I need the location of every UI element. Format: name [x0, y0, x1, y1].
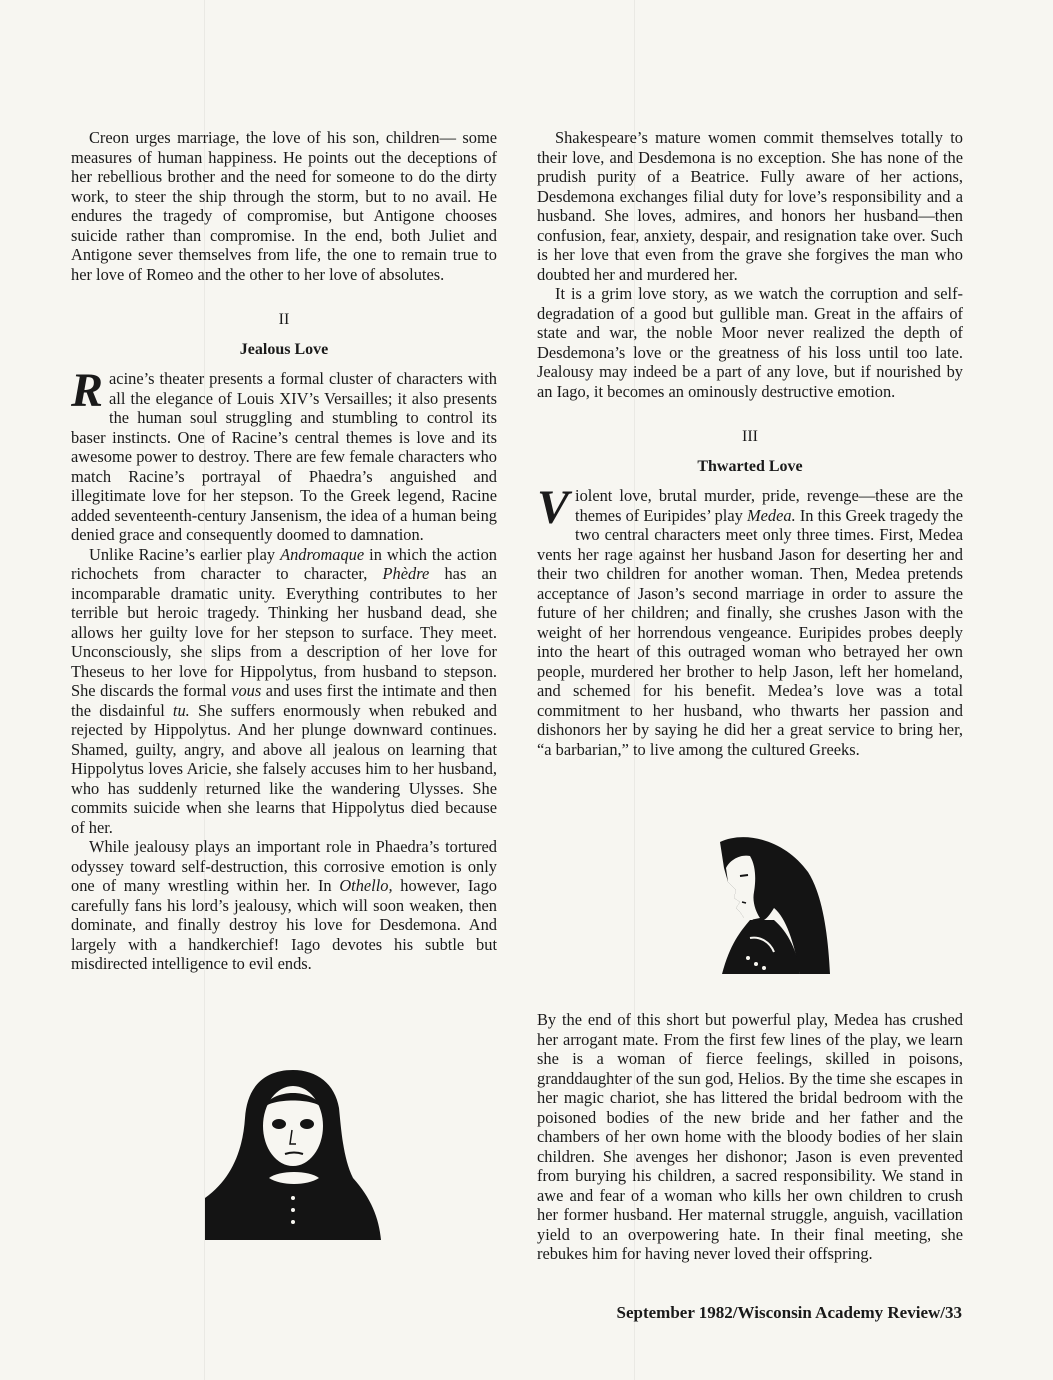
- right-column-lower: [537, 1010, 963, 1264]
- page-footer: September 1982/Wisconsin Academy Review/33: [616, 1303, 962, 1322]
- text-run: and uses first the intimate and then the disdainful: [71, 681, 497, 720]
- text-run: in which the action richochets from character to character,: [71, 544, 497, 583]
- italic-title: Medea.: [746, 505, 796, 525]
- paragraph: Shakespeare’s mature women commit themselves totally to their love, and Desdemona is no exception. She has none of the prudish purity of a Beatrice. Fully aware of her actions, Desdemona exchanges filial duty for love’s responsibility and a husband. She loves, admires, and honors her husband—then confusion, fear, anxiety, despair, and resignation take over. Such is her love that even from the grave she forgives the man who doubted her and murdered her.: [537, 128, 963, 284]
- italic-title: Andromaque: [280, 544, 365, 564]
- paragraph-text: acine’s theater presents a formal cluster of characters with all the elegance of Louis XIV’s Versailles; it also presents the human soul struggling and stumbling to control its baser instincts. One of Racine’s central themes is love and its awesome power to destroy. There are few female characters who match Racine’s portrayal of Phaedra’s anguished and illegitimate love for her stepson. To the Greek legend, Racine added seventeenth-century Jansenism, the idea of a human being denied grace and consequently doomed to damnation.: [71, 369, 497, 544]
- paragraph: [71, 364, 497, 545]
- paragraph: [71, 837, 497, 974]
- italic-word: vous: [231, 681, 262, 700]
- right-column: [537, 128, 963, 759]
- paragraph: It is a grim love story, as we watch the corruption and self-degradation of a good but gullible man. Great in the affairs of state and war, the noble Moor never realized the depth of Desdemona’s love or the greatness of his loss until too late. Jealousy may indeed be a part of any love, but if nourished by an Iago, it becomes an ominously destructive emotion.: [537, 284, 963, 401]
- section-number: III: [742, 428, 758, 445]
- section-number: II: [278, 311, 290, 328]
- paragraph: Creon urges marriage, the love of his son, children— some measures of human happiness. He points out the deceptions of her rebellious brother and the need for someone to do the dirty work, to steer the ship through the storm, but to no avail. He endures the tragedy of compromise, but Antigone chooses suicide rather than compromise. In the end, both Juliet and Antigone sever themselves from life, the one to remain true to her love of Romeo and the other to her love of absolutes.: [71, 128, 497, 284]
- woodcut-woman-frontal: [203, 1068, 383, 1243]
- paragraph: [71, 545, 497, 838]
- section-title: Thwarted Love: [697, 457, 803, 475]
- text-run: In this Greek tragedy the two central characters meet only three times. First, Medea vents her rage against her husband Jason for deserting her and their two children for another woman. Then, Medea pretends acceptance of Jason’s second marriage in order to assure the future of her children; and finally, she crushes Jason with the weight of her horrendous vengeance. Euripides probes deeply into the heart of this outraged woman who betrayed her own people, murdered her brother to help Jason, left her homeland, and schemed for his benefit. Medea’s love was a total commitment to her husband, who thwarts her passion and dishonors her by saying he did her a great service to bring her, “a barbarian,” to live among the cultured Greeks.: [537, 505, 963, 759]
- paragraph: By the end of this short but powerful play, Medea has crushed her arrogant mate. From the first few lines of the play, we learn she is a woman of fierce feelings, skilled in poisons, granddaughter of the sun god, Helios. By the time she escapes in her magic chariot, she has littered the bridal bedroom with the poisoned bodies of the new bride and her father and the chambers of her own home with the bloody bodies of her slain children. She avenges her dishonor; Jason is even prevented from burying his children, a sacred responsibility. We stand in awe and fear of a woman who kills her own children to crush her former husband. Her maternal struggle, anguish, vacillation yield to an overpowering hate. In their final meeting, she rebukes him for having never loved their offspring.: [537, 1010, 963, 1263]
- italic-title: Phèdre: [382, 564, 430, 583]
- woodcut-woman-profile: [690, 832, 840, 982]
- drop-cap: V: [537, 481, 570, 534]
- text-run: however, Iago carefully fans his lord’s jealousy, which will soon weaken, then dominate, and finally destroy his love for Desdemona. And largely with a handkerchief! Iago devotes his subtle but misdirected intelligence to evil ends.: [71, 876, 497, 973]
- text-run: Unlike Racine’s earlier play: [89, 544, 281, 564]
- text-run: She suffers enormously when rebuked and rejected by Hippolytus. And her plunge downward continues. Shamed, guilty, angry, and above all jealous on learning that Hippolytus loves Aricie, she falsely accuses him to her husband, who has suddenly returned like the wandering Ulysses. She commits suicide when she learns that Hippolytus died because of her.: [71, 700, 498, 837]
- paragraph: [537, 481, 963, 759]
- text-run: has an incomparable dramatic unity. Everything contributes to her terrible but heroic tragedy. Thinking her husband dead, she allows her guilty love for her stepson to surface. They meet. Unconsciously, she slips from a description of her love for Theseus to her love for Hippolytus, from husband to stepson. She discards the formal: [71, 564, 497, 700]
- text-run: iolent love, brutal murder, pride, revenge—these are the themes of Euripides’ play: [575, 486, 963, 525]
- italic-word: tu.: [172, 700, 190, 720]
- left-column: [71, 128, 497, 974]
- italic-title: Othello,: [339, 876, 393, 895]
- text-run: While jealousy plays an important role in Phaedra’s tortured odyssey toward self-destruction, this corrosive emotion is only one of many wrestling within her. In: [71, 837, 497, 895]
- section-title: Jealous Love: [239, 340, 329, 358]
- drop-cap: R: [71, 364, 104, 417]
